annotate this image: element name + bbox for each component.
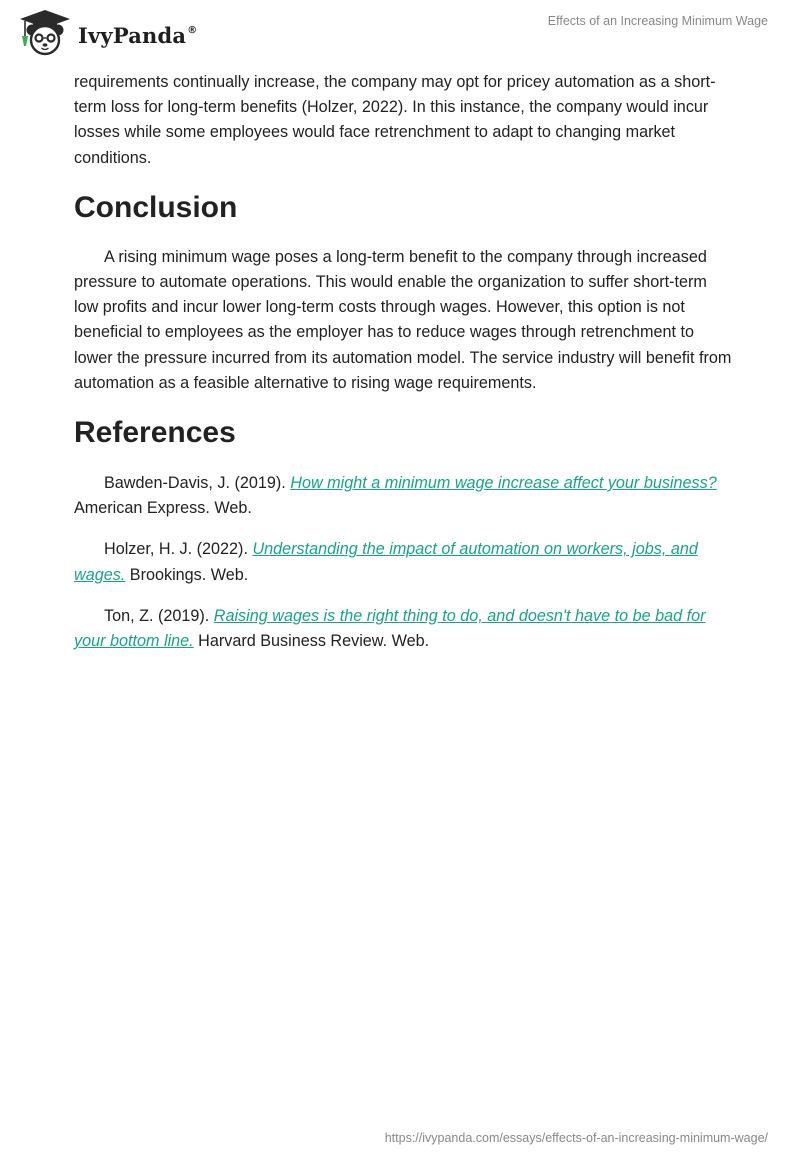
panda-logo-icon (16, 8, 74, 58)
reference-link[interactable]: How might a minimum wage increase affect your business? (290, 474, 717, 493)
reference-item (74, 537, 734, 587)
reference-source: Harvard Business Review. Web. (193, 632, 430, 651)
footer-url[interactable]: https://ivypanda.com/essays/effects-of-an-increasing-minimum-wage/ (384, 1131, 768, 1145)
reference-source: Brookings. Web. (125, 565, 249, 584)
reference-item (74, 604, 734, 654)
conclusion-paragraph: A rising minimum wage poses a long-term benefit to the company through increased pressure to automate operations. This would enable the organization to suffer short-term low profits and incur lower long-term costs through wages. However, this option is not beneficial to employees as the employer has to reduce wages through retrenchment to lower the pressure incurred from its automation model. The service industry will benefit from automation as a feasible alternative to rising wage requirements. (74, 247, 732, 392)
essay-content (74, 70, 734, 670)
conclusion-heading: Conclusion (74, 190, 238, 224)
references-list (74, 471, 734, 654)
reference-author: Ton, Z. (2019). (104, 606, 214, 625)
reference-author: Bawden-Davis, J. (2019). (104, 474, 291, 493)
reference-link[interactable]: Understanding the impact of automation on workers, jobs, and wages. (74, 540, 698, 584)
intro-paragraph: requirements continually increase, the company may opt for pricey automation as a short-term loss for long-term benefits (Holzer, 2022). In this instance, the company would incur losses while some employees would face retrenchment to adapt to changing market conditions. (74, 73, 716, 167)
brand-name: IvyPanda® (78, 22, 198, 48)
reference-item (74, 471, 734, 521)
page-header (0, 0, 800, 66)
brand-logo[interactable] (16, 8, 197, 58)
reference-author: Holzer, H. J. (2022). (104, 540, 253, 559)
reference-source: American Express. Web. (74, 499, 252, 518)
reference-link[interactable]: Raising wages is the right thing to do, and doesn't have to be bad for your bottom line. (74, 606, 706, 651)
running-title: Effects of an Increasing Minimum Wage (547, 14, 768, 28)
registered-mark: ® (187, 24, 198, 36)
references-heading: References (74, 416, 236, 450)
